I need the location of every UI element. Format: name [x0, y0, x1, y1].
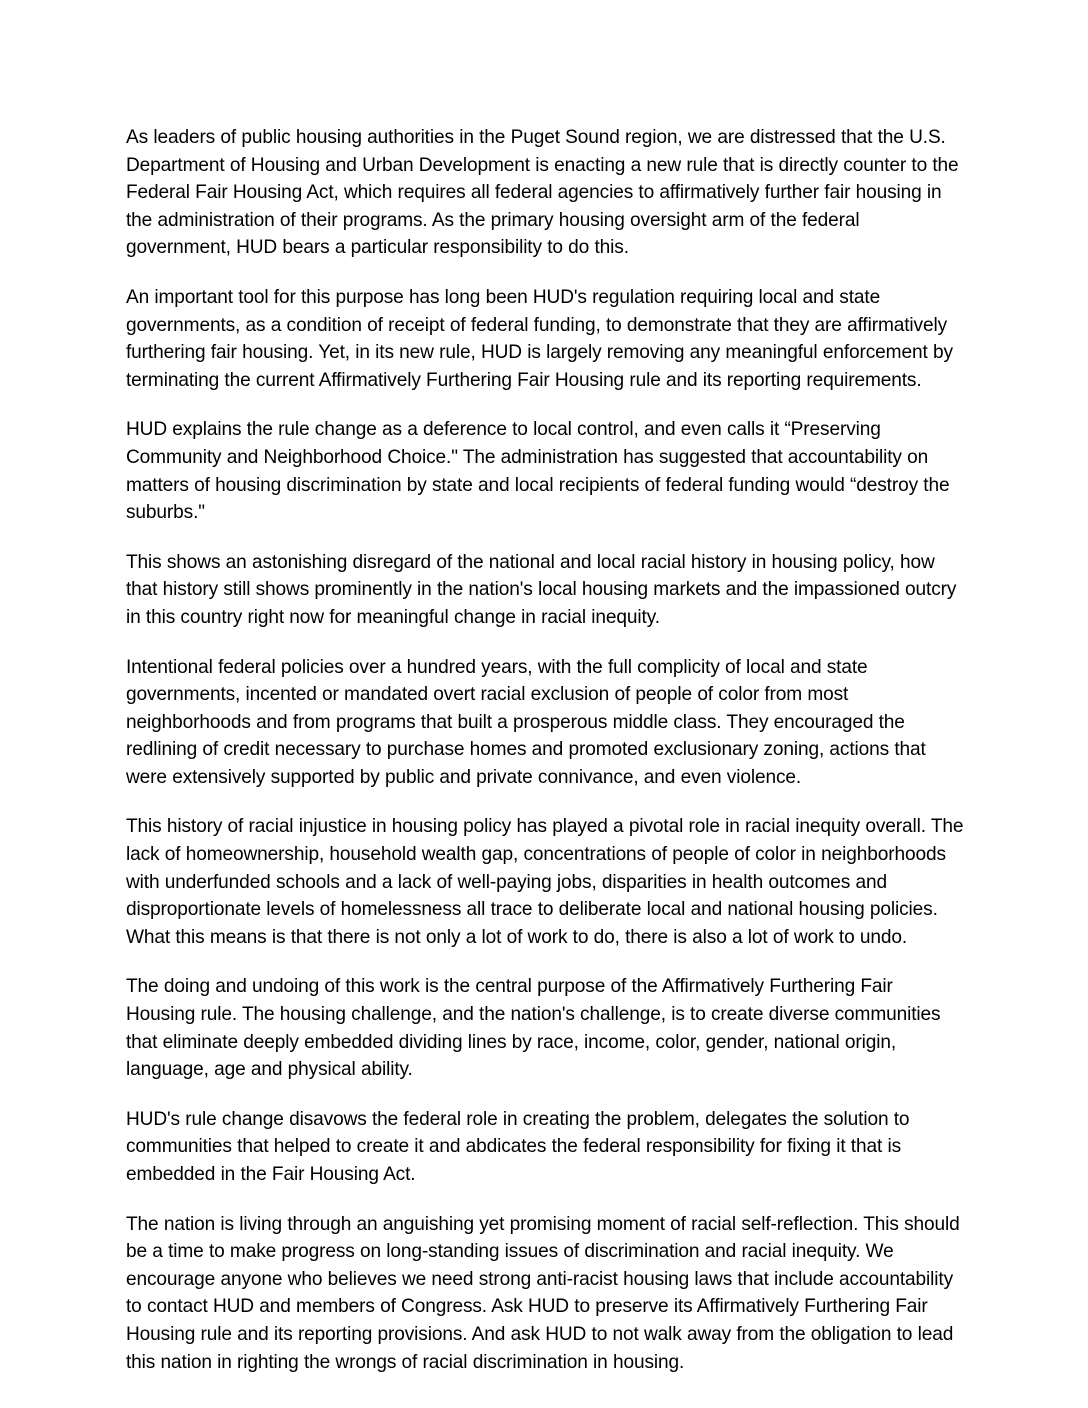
document-body: [126, 124, 966, 1376]
paragraph-7: The doing and undoing of this work is the central purpose of the Affirmatively Furthering Fair Housing rule. The housing challenge, and the nation's challenge, is to create diverse communities that eliminate deeply embedded dividing lines by race, income, color, gender, national origin, language, age and physical ability.: [126, 976, 941, 1081]
paragraph-1: As leaders of public housing authorities in the Puget Sound region, we are distressed that the U.S. Department of Housing and Urban Development is enacting a new rule that is directly counter to the Federal Fair Housing Act, which requires all federal agencies to affirmatively further fair housing in the administration of their programs. As the primary housing oversight arm of the federal government, HUD bears a particular responsibility to do this.: [126, 127, 959, 259]
paragraph-4: This shows an astonishing disregard of the national and local racial history in housing policy, how that history still shows prominently in the nation's local housing markets and the impassioned outcry in this country right now for meaningful change in racial inequity.: [126, 551, 957, 628]
paragraph-5: Intentional federal policies over a hundred years, with the full complicity of local and state governments, incented or mandated overt racial exclusion of people of color from most neighborhoods and from programs that built a prosperous middle class. They encouraged the redlining of credit necessary to purchase homes and promoted exclusionary zoning, actions that were extensively supported by public and private connivance, and even violence.: [126, 656, 926, 788]
paragraph-3: HUD explains the rule change as a deference to local control, and even calls it “Preserving Community and Neighborhood Choice." The administration has suggested that accountability on matters of housing discrimination by state and local recipients of federal funding would “destroy the suburbs.": [126, 419, 950, 524]
paragraph-9: The nation is living through an anguishing yet promising moment of racial self-reflection. This should be a time to make progress on long-standing issues of discrimination and racial inequity. We encourage anyone who believes we need strong anti-racist housing laws that include accountability to contact HUD and members of Congress. Ask HUD to preserve its Affirmatively Furthering Fair Housing rule and its reporting provisions. And ask HUD to not walk away from the obligation to lead this nation in righting the wrongs of racial discrimination in housing.: [126, 1213, 960, 1373]
paragraph-6: This history of racial injustice in housing policy has played a pivotal role in racial inequity overall. The lack of homeownership, household wealth gap, concentrations of people of color in neighborhoods with underfunded schools and a lack of well-paying jobs, disparities in health outcomes and disproportionate levels of homelessness all trace to deliberate local and national housing policies. What this means is that there is not only a lot of work to do, there is also a lot of work to undo.: [126, 816, 964, 948]
paragraph-8: HUD's rule change disavows the federal role in creating the problem, delegates the solution to communities that helped to create it and abdicates the federal responsibility for fixing it that is embedded in the Fair Housing Act.: [126, 1108, 910, 1185]
paragraph-2: An important tool for this purpose has long been HUD's regulation requiring local and state governments, as a condition of receipt of federal funding, to demonstrate that they are affirmatively furthering fair housing. Yet, in its new rule, HUD is largely removing any meaningful enforcement by terminating the current Affirmatively Furthering Fair Housing rule and its reporting requirements.: [126, 286, 953, 391]
